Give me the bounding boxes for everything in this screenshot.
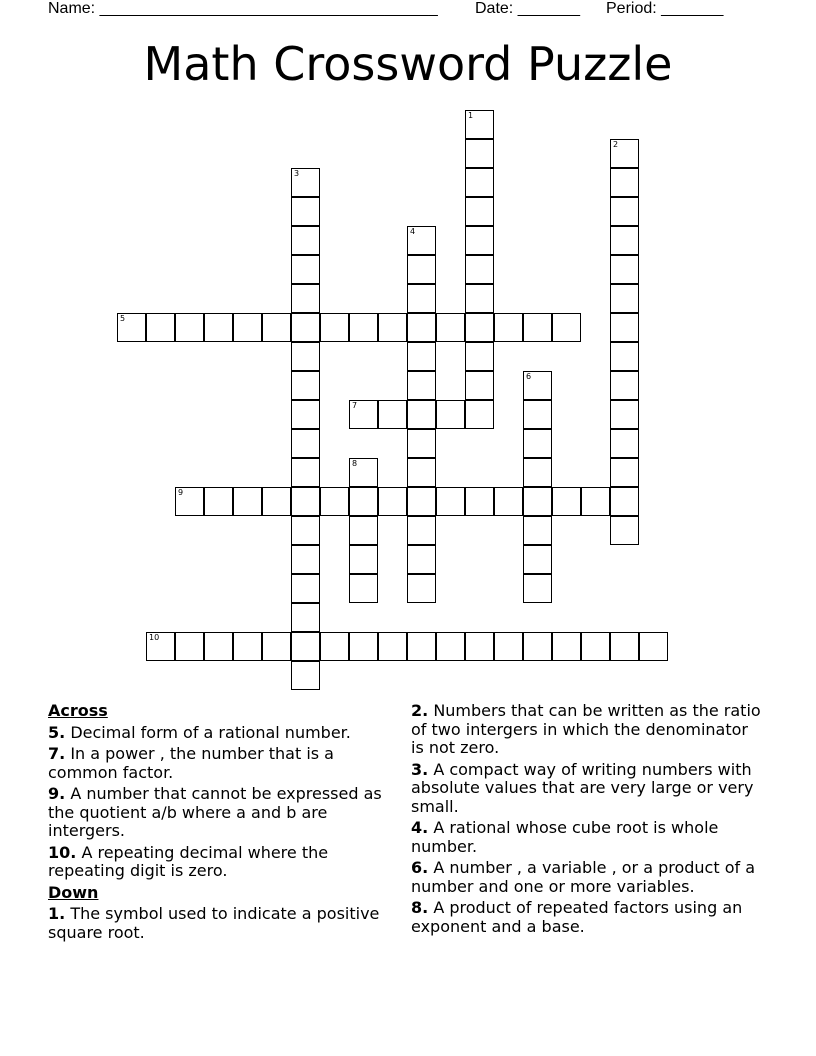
period-field-label: Period: _______: [606, 0, 724, 17]
crossword-cell[interactable]: [407, 284, 436, 313]
crossword-cell[interactable]: [523, 313, 552, 342]
crossword-cell[interactable]: [465, 139, 494, 168]
crossword-cell[interactable]: [291, 371, 320, 400]
crossword-cell[interactable]: [610, 458, 639, 487]
crossword-cell[interactable]: [349, 458, 378, 487]
crossword-cell[interactable]: [320, 632, 349, 661]
crossword-cell[interactable]: [465, 487, 494, 516]
crossword-cell[interactable]: [407, 574, 436, 603]
crossword-cell[interactable]: [494, 487, 523, 516]
crossword-cell[interactable]: [233, 313, 262, 342]
clue-text: A repeating decimal where the repeating digit is zero.: [48, 842, 329, 880]
crossword-cell[interactable]: [349, 516, 378, 545]
crossword-cell[interactable]: [523, 545, 552, 574]
crossword-cell[interactable]: [610, 342, 639, 371]
crossword-cell[interactable]: [436, 313, 465, 342]
clue-number: 10.: [48, 842, 77, 862]
clue-number: 4.: [411, 818, 429, 837]
crossword-cell[interactable]: [407, 632, 436, 661]
crossword-cell[interactable]: [610, 197, 639, 226]
clue-across-9: [48, 785, 388, 841]
crossword-cell[interactable]: [349, 545, 378, 574]
across-heading: Across: [48, 701, 108, 720]
crossword-cell[interactable]: [610, 400, 639, 429]
crossword-cell[interactable]: [291, 632, 320, 661]
crossword-cell[interactable]: [378, 632, 407, 661]
crossword-cell[interactable]: [610, 371, 639, 400]
crossword-cell[interactable]: [349, 632, 378, 661]
crossword-cell[interactable]: [610, 255, 639, 284]
crossword-cell[interactable]: [610, 139, 639, 168]
crossword-cell[interactable]: [378, 487, 407, 516]
clue-number-label: 2: [613, 140, 619, 149]
crossword-cell[interactable]: [378, 313, 407, 342]
crossword-cell[interactable]: [291, 284, 320, 313]
crossword-cell[interactable]: [291, 313, 320, 342]
crossword-cell[interactable]: [465, 313, 494, 342]
clue-down-3: [411, 761, 761, 817]
clue-number: 1.: [48, 904, 66, 923]
down-heading: Down: [48, 882, 99, 902]
clue-text: A number , a variable , or a product of a number and one or more variables.: [411, 858, 756, 896]
clue-down-2: [411, 702, 761, 758]
crossword-cell[interactable]: [523, 632, 552, 661]
crossword-cell[interactable]: [291, 487, 320, 516]
crossword-cell[interactable]: [291, 400, 320, 429]
crossword-cell[interactable]: [523, 516, 552, 545]
crossword-cell[interactable]: [552, 313, 581, 342]
clue-number: 2.: [411, 701, 429, 720]
clue-down-1: [48, 905, 388, 942]
crossword-cell[interactable]: [262, 632, 291, 661]
crossword-cell[interactable]: [233, 632, 262, 661]
crossword-cell[interactable]: [610, 516, 639, 545]
crossword-cell[interactable]: [465, 284, 494, 313]
crossword-cell[interactable]: [581, 487, 610, 516]
crossword-cell[interactable]: [610, 313, 639, 342]
crossword-cell[interactable]: [407, 342, 436, 371]
crossword-cell[interactable]: [204, 313, 233, 342]
crossword-cell[interactable]: [291, 574, 320, 603]
crossword-cell[interactable]: [436, 487, 465, 516]
crossword-cell[interactable]: [465, 255, 494, 284]
clue-number-label: 3: [294, 169, 300, 178]
crossword-cell[interactable]: [436, 400, 465, 429]
clue-down-8: [411, 899, 761, 936]
clue-text: Decimal form of a rational number.: [70, 722, 351, 742]
crossword-cell[interactable]: [204, 632, 233, 661]
clue-text: The symbol used to indicate a positive square root.: [48, 904, 380, 942]
crossword-cell[interactable]: [465, 110, 494, 139]
crossword-cell[interactable]: [465, 342, 494, 371]
crossword-cell[interactable]: [523, 400, 552, 429]
crossword-cell[interactable]: [465, 400, 494, 429]
clue-across-5: [48, 724, 388, 743]
clue-number: 5.: [48, 722, 66, 742]
crossword-cell[interactable]: [175, 313, 204, 342]
clue-number-label: 9: [178, 488, 184, 497]
crossword-cell[interactable]: [610, 226, 639, 255]
clue-number: 8.: [411, 898, 429, 917]
clue-number-label: 6: [526, 372, 532, 381]
crossword-cell[interactable]: [320, 313, 349, 342]
clue-number: 6.: [411, 858, 429, 877]
clue-down-6: [411, 859, 761, 896]
crossword-cell[interactable]: [291, 255, 320, 284]
crossword-cell[interactable]: [552, 632, 581, 661]
clue-text: A rational whose cube root is whole number.: [411, 818, 719, 856]
crossword-cell[interactable]: [407, 313, 436, 342]
crossword-cell[interactable]: [291, 197, 320, 226]
clue-number-label: 5: [120, 314, 126, 323]
crossword-cell[interactable]: [291, 168, 320, 197]
crossword-cell[interactable]: [204, 487, 233, 516]
clue-across-7: [48, 745, 388, 782]
clue-number: 7.: [48, 744, 66, 763]
crossword-cell[interactable]: [407, 458, 436, 487]
crossword-cell[interactable]: [465, 168, 494, 197]
clue-across-10: [48, 844, 388, 881]
clue-text: A number that cannot be expressed as the quotient a/b where a and b are intergers.: [48, 784, 382, 840]
crossword-cell[interactable]: [320, 487, 349, 516]
crossword-cell[interactable]: [349, 487, 378, 516]
crossword-cell[interactable]: [465, 226, 494, 255]
crossword-cell[interactable]: [407, 487, 436, 516]
crossword-cell[interactable]: [291, 429, 320, 458]
clue-text: In a power , the number that is a common factor.: [48, 744, 334, 782]
crossword-cell[interactable]: [407, 516, 436, 545]
clue-number-label: 7: [352, 401, 358, 410]
crossword-cell[interactable]: [407, 400, 436, 429]
crossword-cell[interactable]: [523, 429, 552, 458]
crossword-cell[interactable]: [291, 226, 320, 255]
crossword-cell[interactable]: [291, 458, 320, 487]
clue-number-label: 8: [352, 459, 358, 468]
crossword-cell[interactable]: [291, 603, 320, 632]
crossword-cell[interactable]: [291, 516, 320, 545]
crossword-cell[interactable]: [494, 313, 523, 342]
clue-text: A compact way of writing numbers with absolute values that are very large or very small.: [411, 759, 754, 816]
date-field-label: Date: _______: [475, 0, 580, 17]
clues-right-column: [411, 702, 761, 939]
crossword-cell[interactable]: [465, 197, 494, 226]
clue-number-label: 10: [149, 633, 160, 642]
crossword-cell[interactable]: [523, 458, 552, 487]
clue-number: 9.: [48, 784, 66, 803]
clues-left-column: [48, 702, 388, 945]
crossword-cell[interactable]: [175, 632, 204, 661]
crossword-cell[interactable]: [494, 632, 523, 661]
clue-down-4: [411, 819, 761, 856]
crossword-cell[interactable]: [262, 487, 291, 516]
crossword-cell[interactable]: [639, 632, 668, 661]
page-title: Math Crossword Puzzle: [143, 37, 673, 91]
crossword-cell[interactable]: [146, 632, 175, 661]
crossword-cell[interactable]: [378, 400, 407, 429]
crossword-cell[interactable]: [262, 313, 291, 342]
crossword-cell[interactable]: [407, 429, 436, 458]
crossword-cell[interactable]: [581, 632, 610, 661]
crossword-cell[interactable]: [407, 545, 436, 574]
crossword-cell[interactable]: [291, 661, 320, 690]
crossword-cell[interactable]: [407, 255, 436, 284]
clue-text: Numbers that can be written as the ratio of two intergers in which the denominator is not zero.: [411, 701, 761, 757]
clue-text: A product of repeated factors using an exponent and a base.: [411, 898, 743, 936]
crossword-cell[interactable]: [233, 487, 262, 516]
crossword-cell[interactable]: [349, 574, 378, 603]
crossword-cell[interactable]: [175, 487, 204, 516]
clue-number-label: 4: [410, 227, 416, 236]
crossword-cell[interactable]: [610, 168, 639, 197]
crossword-cell[interactable]: [291, 342, 320, 371]
crossword-cell[interactable]: [523, 487, 552, 516]
crossword-cell[interactable]: [610, 487, 639, 516]
clue-number: 3.: [411, 759, 429, 779]
crossword-cell[interactable]: [349, 400, 378, 429]
crossword-cell[interactable]: [523, 371, 552, 400]
crossword-cell[interactable]: [407, 371, 436, 400]
crossword-cell[interactable]: [610, 284, 639, 313]
crossword-cell[interactable]: [146, 313, 175, 342]
crossword-cell[interactable]: [407, 226, 436, 255]
crossword-cell[interactable]: [552, 487, 581, 516]
crossword-cell[interactable]: [465, 632, 494, 661]
name-field-label: Name: ______________________________________: [48, 0, 438, 17]
crossword-cell[interactable]: [465, 371, 494, 400]
crossword-cell[interactable]: [117, 313, 146, 342]
crossword-cell[interactable]: [436, 632, 465, 661]
clue-number-label: 1: [468, 111, 474, 120]
crossword-cell[interactable]: [523, 574, 552, 603]
crossword-cell[interactable]: [610, 632, 639, 661]
crossword-cell[interactable]: [291, 545, 320, 574]
crossword-cell[interactable]: [610, 429, 639, 458]
crossword-cell[interactable]: [349, 313, 378, 342]
